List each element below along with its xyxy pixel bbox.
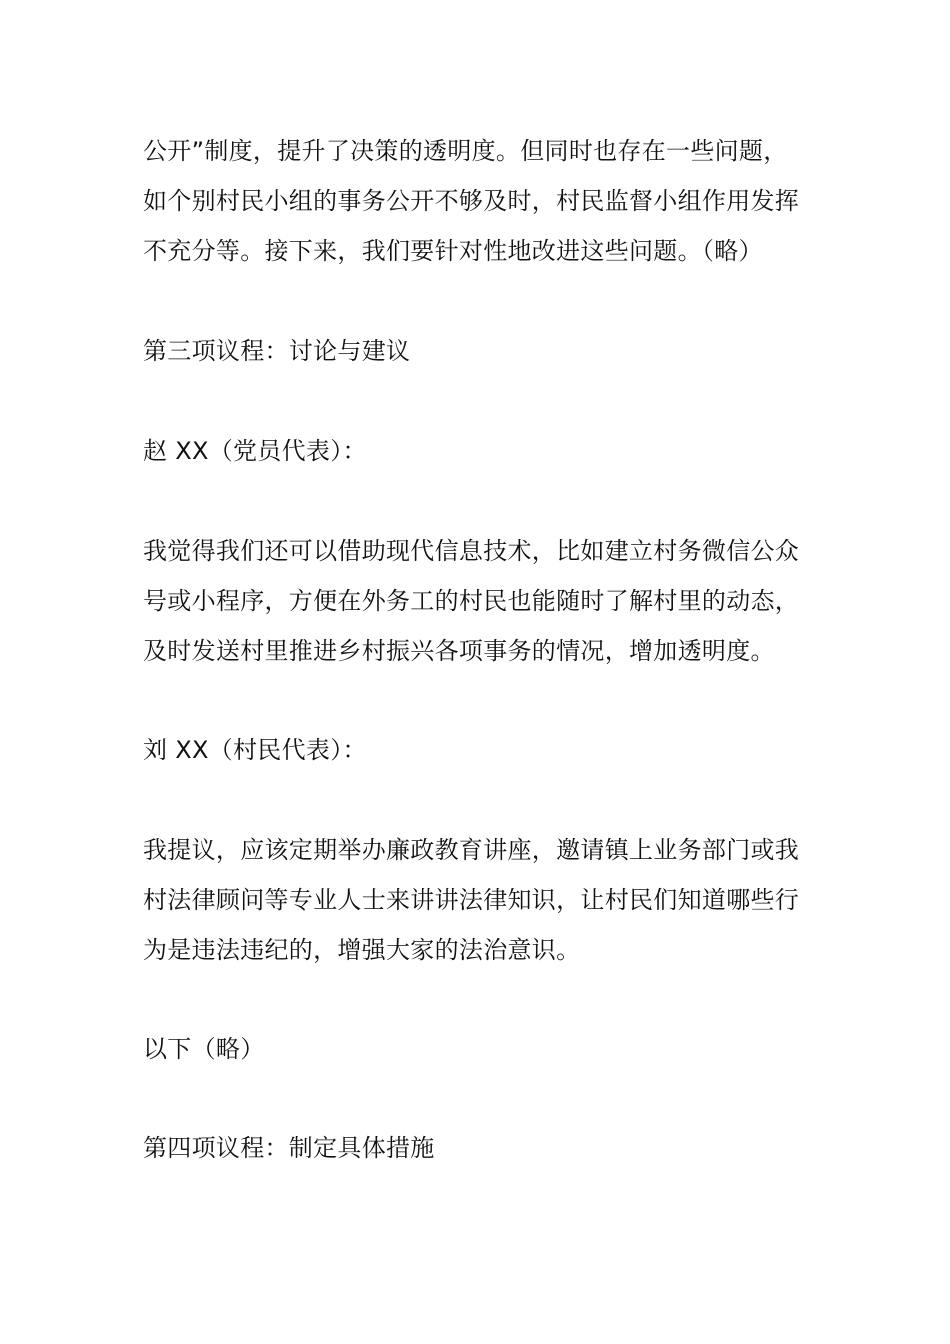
omitted-note: 以下（略） — [143, 1035, 265, 1063]
paragraph-line: 如个别村民小组的事务公开不够及时，村民监督小组作用发挥 — [143, 187, 800, 215]
agenda-heading-3: 第三项议程：讨论与建议 — [143, 337, 411, 365]
paragraph-line: 公开”制度，提升了决策的透明度。但同时也存在一些问题， — [143, 137, 788, 165]
speaker-liu: 刘 XX（村民代表）： — [143, 736, 367, 764]
paragraph-line: 为是违法违纪的，增强大家的法治意识。 — [143, 936, 581, 964]
paragraph-line: 我觉得我们还可以借助现代信息技术，比如建立村务微信公众 — [143, 537, 800, 565]
paragraph-line: 我提议，应该定期举办廉政教育讲座，邀请镇上业务部门或我 — [143, 836, 800, 864]
paragraph-line: 不充分等。接下来，我们要针对性地改进这些问题。（略） — [143, 237, 763, 265]
paragraph-line: 号或小程序，方便在外务工的村民也能随时了解村里的动态， — [143, 587, 800, 615]
speaker-zhao: 赵 XX（党员代表）： — [143, 437, 367, 465]
agenda-heading-4: 第四项议程：制定具体措施 — [143, 1134, 435, 1162]
paragraph-line: 及时发送村里推进乡村振兴各项事务的情况，增加透明度。 — [143, 637, 775, 665]
paragraph-line: 村法律顾问等专业人士来讲讲法律知识，让村民们知道哪些行 — [143, 886, 800, 914]
